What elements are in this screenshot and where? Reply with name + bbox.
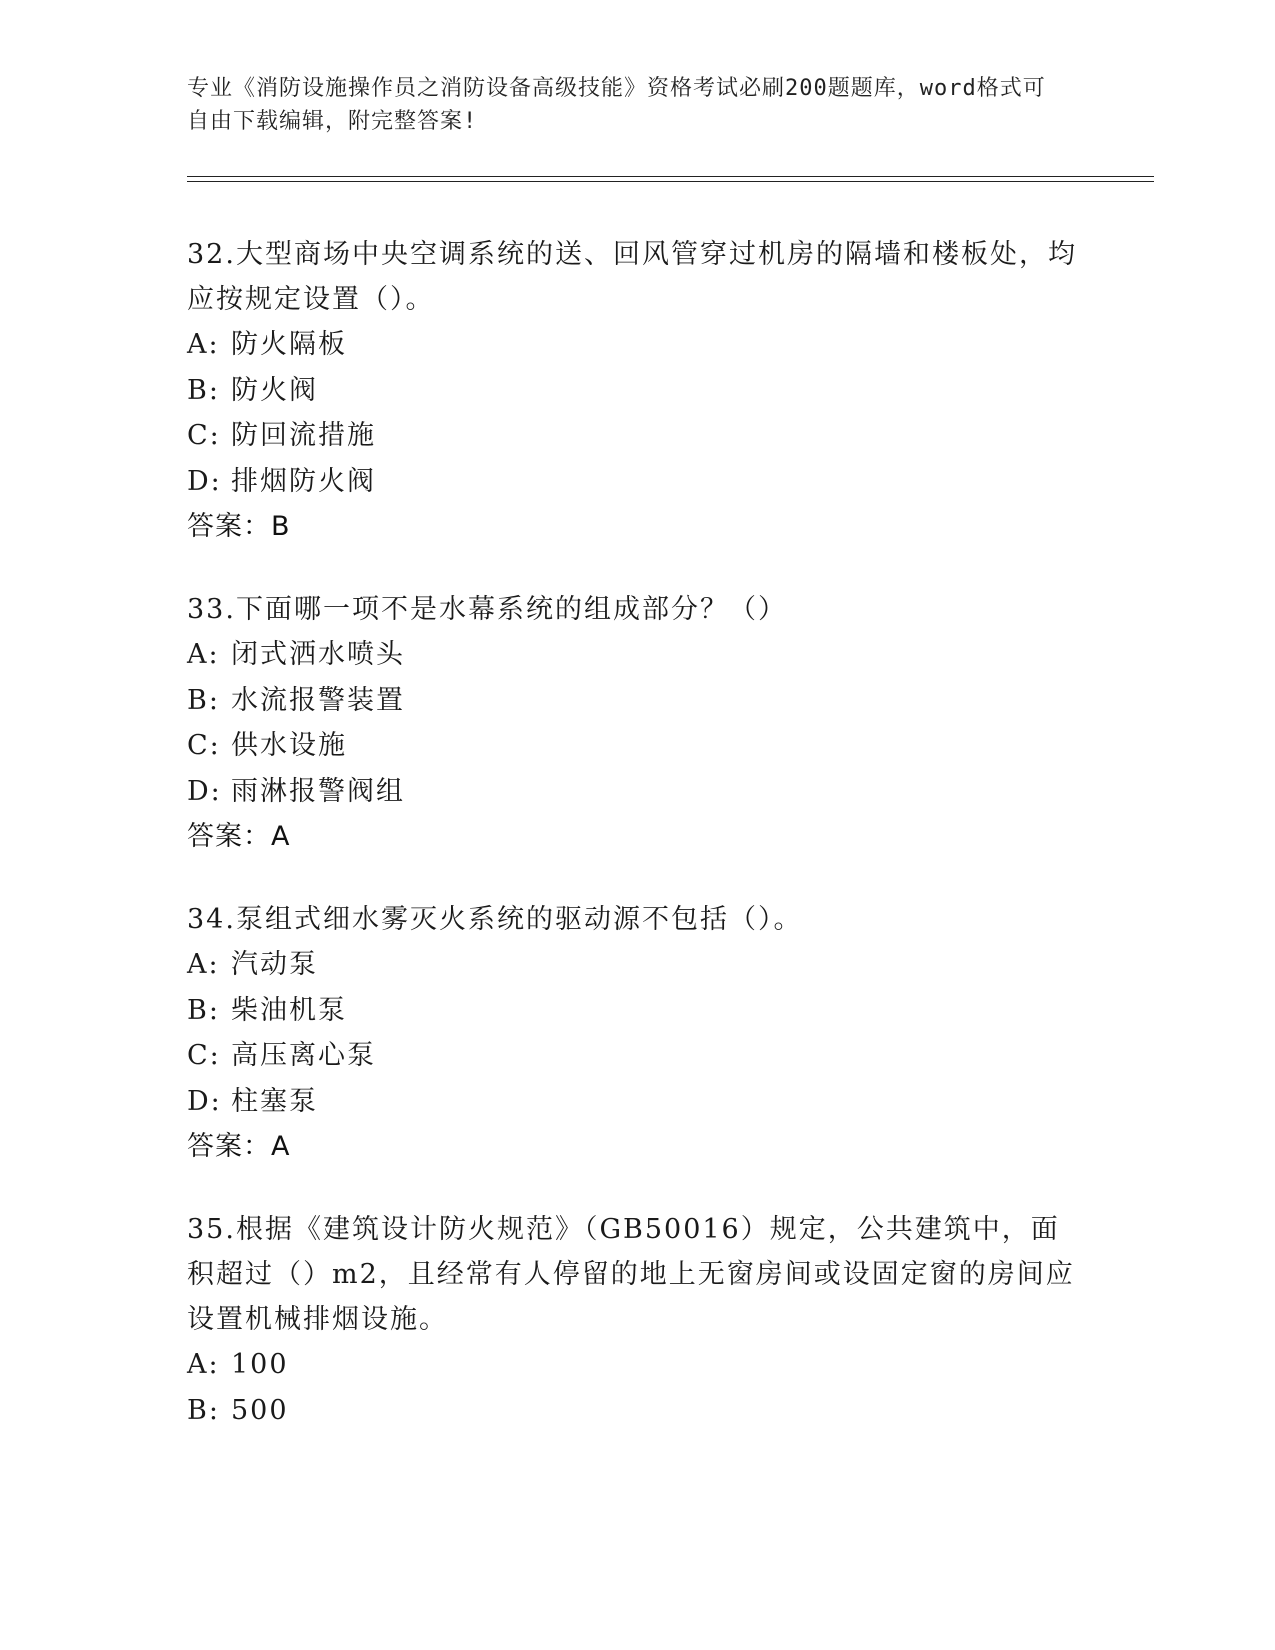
option-text: 供水设施: [231, 730, 347, 761]
option-letter: D:: [187, 1085, 222, 1117]
option-b: [187, 368, 1087, 414]
option-d: [187, 1079, 1087, 1125]
option-letter: A:: [187, 949, 220, 980]
option-text: 柴油机泵: [231, 994, 347, 1026]
option-text: 100: [231, 1349, 289, 1380]
page-header: 专业《消防设施操作员之消防设备高级技能》资格考试必刷200题题库，word格式可自由下载编辑，附完整答案!: [187, 76, 1046, 134]
answer-label: 答案：: [187, 511, 271, 542]
answer-line: [187, 814, 1087, 859]
option-a: [187, 632, 1087, 678]
answer-line: [187, 1124, 1087, 1169]
option-letter: B:: [187, 684, 220, 716]
question-stem: 35.根据《建筑设计防火规范》（GB50016）规定，公共建筑中，面积超过（）m2，且经常有人停留的地上无窗房间或设固定窗的房间应设置机械排烟设施。: [187, 1214, 1075, 1335]
answer-line: [187, 504, 1087, 549]
question-stem: 34.泵组式细水雾灭火系统的驱动源不包括（）。: [187, 904, 803, 935]
question-stem: 32.大型商场中央空调系统的送、回风管穿过机房的隔墙和楼板处，均应按规定设置（）。: [187, 239, 1077, 315]
header-divider: [187, 176, 1154, 182]
answer-label: 答案：: [187, 1131, 271, 1162]
option-text: 高压离心泵: [231, 1040, 376, 1071]
option-letter: D:: [187, 465, 222, 497]
option-letter: D:: [187, 775, 222, 807]
question-stem: 33.下面哪一项不是水幕系统的组成部分？（）: [187, 594, 787, 625]
option-c: [187, 723, 1087, 769]
option-d: [187, 459, 1087, 505]
answer-value: A: [271, 1131, 291, 1162]
option-a: [187, 1342, 1087, 1388]
option-letter: A:: [187, 639, 220, 670]
option-d: [187, 769, 1087, 815]
option-text: 防火隔板: [231, 329, 347, 360]
option-b: [187, 988, 1087, 1034]
option-c: [187, 413, 1087, 459]
question-33: [187, 587, 1087, 859]
option-letter: B:: [187, 994, 220, 1026]
option-b: [187, 678, 1087, 724]
question-34: [187, 897, 1087, 1169]
option-b: [187, 1388, 1087, 1434]
option-text: 闭式洒水喷头: [231, 639, 405, 670]
option-text: 雨淋报警阀组: [231, 775, 405, 807]
option-text: 500: [231, 1394, 289, 1426]
question-35: [187, 1207, 1087, 1433]
option-letter: C:: [187, 1040, 221, 1071]
answer-value: A: [271, 821, 291, 852]
option-letter: B:: [187, 1394, 220, 1426]
option-a: [187, 322, 1087, 368]
option-letter: C:: [187, 730, 221, 761]
option-text: 汽动泵: [231, 949, 318, 980]
answer-value: B: [271, 511, 291, 542]
answer-label: 答案：: [187, 821, 271, 852]
option-c: [187, 1033, 1087, 1079]
option-letter: C:: [187, 420, 221, 451]
option-a: [187, 942, 1087, 988]
question-list: [187, 232, 1087, 1471]
option-text: 水流报警装置: [231, 684, 405, 716]
question-32: [187, 232, 1087, 549]
option-text: 柱塞泵: [231, 1085, 318, 1117]
option-letter: A:: [187, 329, 220, 360]
option-text: 排烟防火阀: [231, 465, 376, 497]
option-text: 防回流措施: [231, 420, 376, 451]
option-letter: A:: [187, 1349, 220, 1380]
option-letter: B:: [187, 374, 220, 406]
option-text: 防火阀: [231, 374, 318, 406]
